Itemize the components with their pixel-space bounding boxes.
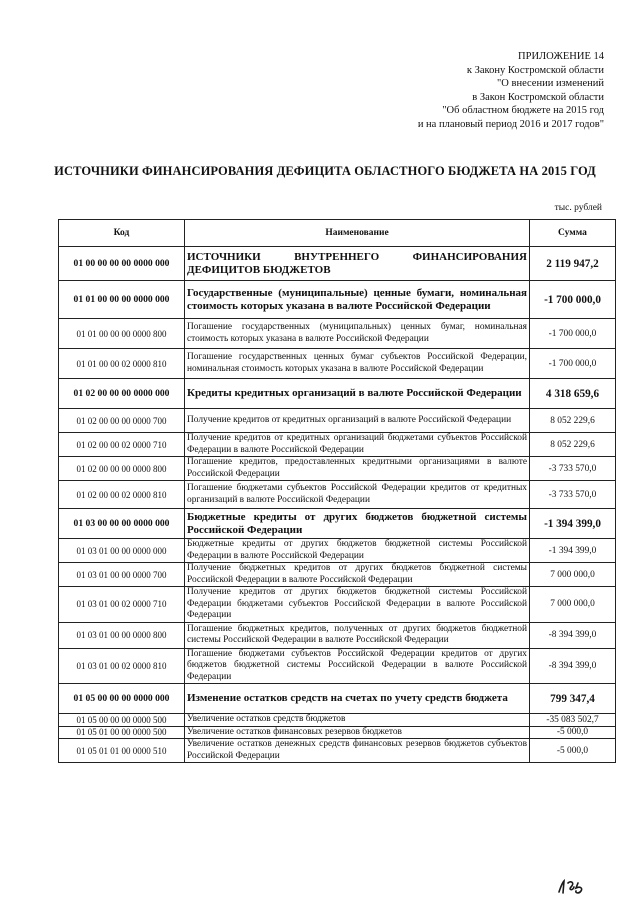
row-code: 01 01 00 00 00 0000 800 [59,319,185,349]
document-title: ИСТОЧНИКИ ФИНАНСИРОВАНИЯ ДЕФИЦИТА ОБЛАСТНОГО БЮДЖЕТА НА 2015 ГОД [54,164,596,178]
row-name: Погашение бюджетами субъектов Российской Федерации кредитов от других бюджетов бюджетной системы Российской Федерации в валюте Российской Федерации [185,648,530,684]
row-code: 01 01 00 00 02 0000 810 [59,349,185,379]
row-sum: 8 052 229,6 [530,409,616,433]
table-row [59,319,616,349]
row-sum: 8 052 229,6 [530,433,616,457]
row-name: Кредиты кредитных организаций в валюте Российской Федерации [185,379,530,409]
row-code: 01 03 01 00 00 0000 700 [59,563,185,587]
table-row [59,349,616,379]
header-line: и на плановый период 2016 и 2017 годов" [417,118,604,130]
row-sum: -1 394 399,0 [530,539,616,563]
row-sum: -5 000,0 [530,739,616,763]
header-code: Код [59,220,185,247]
row-code: 01 03 00 00 00 0000 000 [59,509,185,539]
row-sum: -5 000,0 [530,726,616,739]
table-header-row [59,220,616,247]
row-name: Погашение кредитов, предоставленных кредитными организациями в валюте Российской Федерации [185,457,530,481]
header-line: "О внесении изменений [497,78,604,89]
financing-sources-table [58,219,616,763]
row-name: Получение кредитов от других бюджетов бюджетной системы Российской Федерации бюджетами субъектов Российской Федерации в валюте Российской Федерации [185,587,530,623]
table-body [59,247,616,763]
row-sum: 2 119 947,2 [530,247,616,281]
row-name: Погашение бюджетных кредитов, полученных от других бюджетов бюджетной системы Российской Федерации в валюте Российской Федерации [185,622,530,648]
row-code: 01 02 00 00 00 0000 000 [59,379,185,409]
row-name: ИСТОЧНИКИ ВНУТРЕННЕГО ФИНАНСИРОВАНИЯ ДЕФИЦИТОВ БЮДЖЕТОВ [185,247,530,281]
row-sum: 7 000 000,0 [530,587,616,623]
row-code: 01 05 01 00 00 0000 500 [59,726,185,739]
row-code: 01 02 00 00 00 0000 700 [59,409,185,433]
row-code: 01 00 00 00 00 0000 000 [59,247,185,281]
table-row [59,648,616,684]
table-row [59,481,616,509]
row-code: 01 03 01 00 02 0000 710 [59,587,185,623]
row-code: 01 05 00 00 00 0000 500 [59,714,185,727]
row-name: Увеличение остатков финансовых резервов бюджетов [185,726,530,739]
appendix-header [304,50,604,131]
table-row [59,739,616,763]
row-code: 01 03 01 00 00 0000 000 [59,539,185,563]
row-code: 01 02 00 00 02 0000 810 [59,481,185,509]
header-line: ПРИЛОЖЕНИЕ 14 [518,51,604,62]
row-name: Бюджетные кредиты от других бюджетов бюджетной системы Российской Федерации [185,509,530,539]
table-row [59,433,616,457]
handwritten-page-number [556,877,596,897]
row-name: Погашение государственных (муниципальных) ценных бумаг, номинальная стоимость которых указана в валюте Российской Федерации [185,319,530,349]
table-row [59,622,616,648]
row-sum: -1 394 399,0 [530,509,616,539]
row-name: Изменение остатков средств на счетах по учету средств бюджета [185,684,530,714]
table-row [59,247,616,281]
row-code: 01 01 00 00 00 0000 000 [59,281,185,319]
table-row [59,563,616,587]
row-sum: -3 733 570,0 [530,457,616,481]
row-name: Увеличение остатков средств бюджетов [185,714,530,727]
header-line: "Об областном бюджете на 2015 год [442,105,604,116]
header-line: в Закон Костромской области [472,91,604,103]
table-row [59,281,616,319]
row-code: 01 02 00 00 00 0000 800 [59,457,185,481]
row-name: Увеличение остатков денежных средств финансовых резервов бюджетов субъектов Российской Федерации [185,739,530,763]
table-row [59,509,616,539]
header-line: к Закону Костромской области [466,64,604,76]
row-name: Погашение бюджетами субъектов Российской Федерации кредитов от кредитных организаций в валюте Российской Федерации [185,481,530,509]
row-sum: 7 000 000,0 [530,563,616,587]
row-name: Получение бюджетных кредитов от других бюджетов бюджетной системы Российской Федерации в валюте Российской Федерации [185,563,530,587]
row-sum: -8 394 399,0 [530,648,616,684]
row-code: 01 03 01 00 02 0000 810 [59,648,185,684]
row-sum: -1 700 000,0 [530,349,616,379]
table-row [59,684,616,714]
table-row [59,379,616,409]
row-sum: -8 394 399,0 [530,622,616,648]
row-code: 01 05 01 01 00 0000 510 [59,739,185,763]
header-name: Наименование [185,220,530,247]
table-row [59,714,616,727]
row-code: 01 02 00 00 02 0000 710 [59,433,185,457]
row-code: 01 05 00 00 00 0000 000 [59,684,185,714]
row-sum: -1 700 000,0 [530,281,616,319]
units-label: тыс. рублей [554,203,602,213]
table-row [59,726,616,739]
row-sum: -3 733 570,0 [530,481,616,509]
header-sum: Сумма [530,220,616,247]
row-name: Государственные (муниципальные) ценные бумаги, номинальная стоимость которых указана в валюте Российской Федерации [185,281,530,319]
table-row [59,539,616,563]
row-name: Получение кредитов от кредитных организаций в валюте Российской Федерации [185,409,530,433]
row-sum: 4 318 659,6 [530,379,616,409]
row-code: 01 03 01 00 00 0000 800 [59,622,185,648]
row-name: Бюджетные кредиты от других бюджетов бюджетной системы Российской Федерации в валюте Российской Федерации [185,539,530,563]
row-sum: -35 083 502,7 [530,714,616,727]
row-name: Получение кредитов от кредитных организаций бюджетами субъектов Российской Федерации в валюте Российской Федерации [185,433,530,457]
row-sum: -1 700 000,0 [530,319,616,349]
table-row [59,587,616,623]
row-name: Погашение государственных ценных бумаг субъектов Российской Федерации, номинальная стоимость которых указана в валюте Российской Федерации [185,349,530,379]
table-row [59,409,616,433]
row-sum: 799 347,4 [530,684,616,714]
table-row [59,457,616,481]
